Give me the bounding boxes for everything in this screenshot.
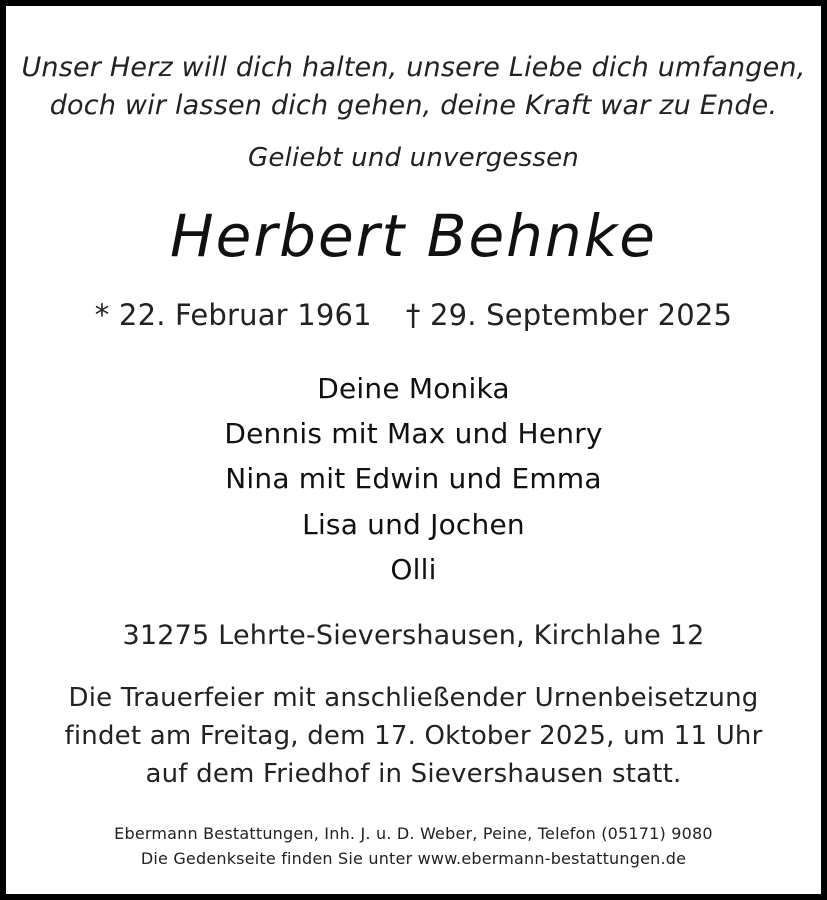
death-date: † 29. September 2025 [405,298,733,332]
subtitle: Geliebt und unvergessen [248,143,579,173]
mourner-4: Lisa und Jochen [302,508,525,541]
poem-line-2: doch wir lassen dich gehen, deine Kraft war zu Ende. [49,90,778,121]
deceased-name: Herbert Behnke [170,202,657,270]
life-dates [6,298,821,332]
mourner-5: Olli [390,553,437,586]
footer-line-2: Die Gedenkseite finden Sie unter www.ebermann-bestattungen.de [140,849,687,868]
ceremony-line-3: auf dem Friedhof in Sievershausen statt. [145,759,682,789]
poem-line-1: Unser Herz will dich halten, unsere Liebe dich umfangen, [21,52,806,83]
mourner-2: Dennis mit Max und Henry [224,417,603,450]
birth-date: * 22. Februar 1961 [94,298,372,332]
mourner-1: Deine Monika [317,372,510,405]
ceremony-line-2: findet am Freitag, dem 17. Oktober 2025, um 11 Uhr [64,721,763,751]
mourner-3: Nina mit Edwin und Emma [225,462,602,495]
footer-line-1: Ebermann Bestattungen, Inh. J. u. D. Weber, Peine, Telefon (05171) 9080 [114,824,713,843]
ceremony-line-1: Die Trauerfeier mit anschließender Urnenbeisetzung [68,683,759,713]
address: 31275 Lehrte-Sievershausen, Kirchlahe 12 [122,620,705,651]
